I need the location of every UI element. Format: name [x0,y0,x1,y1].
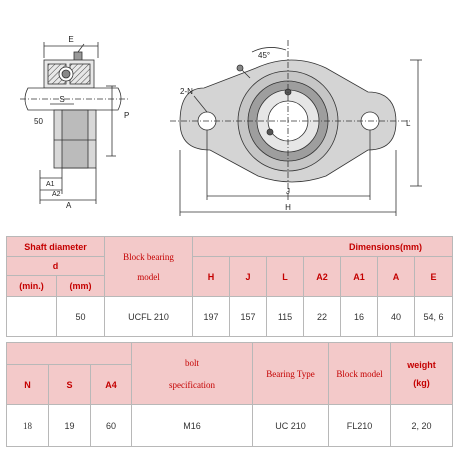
label-H: H [285,203,291,212]
cell-min [7,297,57,337]
col-header-A2: A2 [304,257,341,297]
cell-S: 19 [49,405,91,447]
cell-bolt: M16 [132,405,253,447]
label-E: E [68,35,74,44]
label-S: S [59,95,65,104]
col-header-N: N [7,365,49,405]
min-header: (min.) [7,276,57,297]
table-row [7,405,453,447]
dimensions-header: Dimensions(mm) [193,237,453,257]
cell-A1: 16 [341,297,378,337]
weight-header: weight (kg) [391,343,453,405]
mm-header: (mm) [57,276,105,297]
d-header: d [7,257,105,276]
block-model-header: Block model [329,343,391,405]
cell-A4: 60 [91,405,132,447]
label-A1: A1 [46,181,55,188]
cell-weight: 2, 20 [391,405,453,447]
label-45-degrees: 45° [258,51,271,60]
cell-block-model: FL210 [329,405,391,447]
cell-A: 40 [378,297,415,337]
bearing-type-header: Bearing Type [253,343,329,405]
label-50: 50 [34,117,43,126]
col-header-A1: A1 [341,257,378,297]
shaft-diameter-header: Shaft diameter [7,237,105,257]
dimensions-table [6,236,453,337]
col-header-A4: A4 [91,365,132,405]
col-header-E: E [415,257,453,297]
label-2-N: 2-N [180,87,193,96]
front-view [170,40,422,216]
cell-N: 18 [7,405,49,447]
bolt-specification-header: bolt specification [132,343,253,405]
col-header-J: J [230,257,267,297]
label-L: L [406,119,411,128]
cell-H: 197 [193,297,230,337]
label-A: A [66,201,72,210]
cell-A2: 22 [304,297,341,337]
table-row [7,297,453,337]
bolt-specification-table [6,342,453,447]
label-A2: A2 [52,191,61,198]
col-header-S: S [49,365,91,405]
label-J: J [286,187,290,196]
cell-L: 115 [267,297,304,337]
cell-E: 54, 6 [415,297,453,337]
cell-J: 157 [230,297,267,337]
col-header-L: L [267,257,304,297]
col-header-A: A [378,257,415,297]
block-bearing-model-header: Block bearing model [105,237,193,297]
cell-model: UCFL 210 [105,297,193,337]
col-header-H: H [193,257,230,297]
cell-bearing-type: UC 210 [253,405,329,447]
cell-mm: 50 [57,297,105,337]
header-spacer [7,343,132,365]
label-P: P [124,111,130,120]
